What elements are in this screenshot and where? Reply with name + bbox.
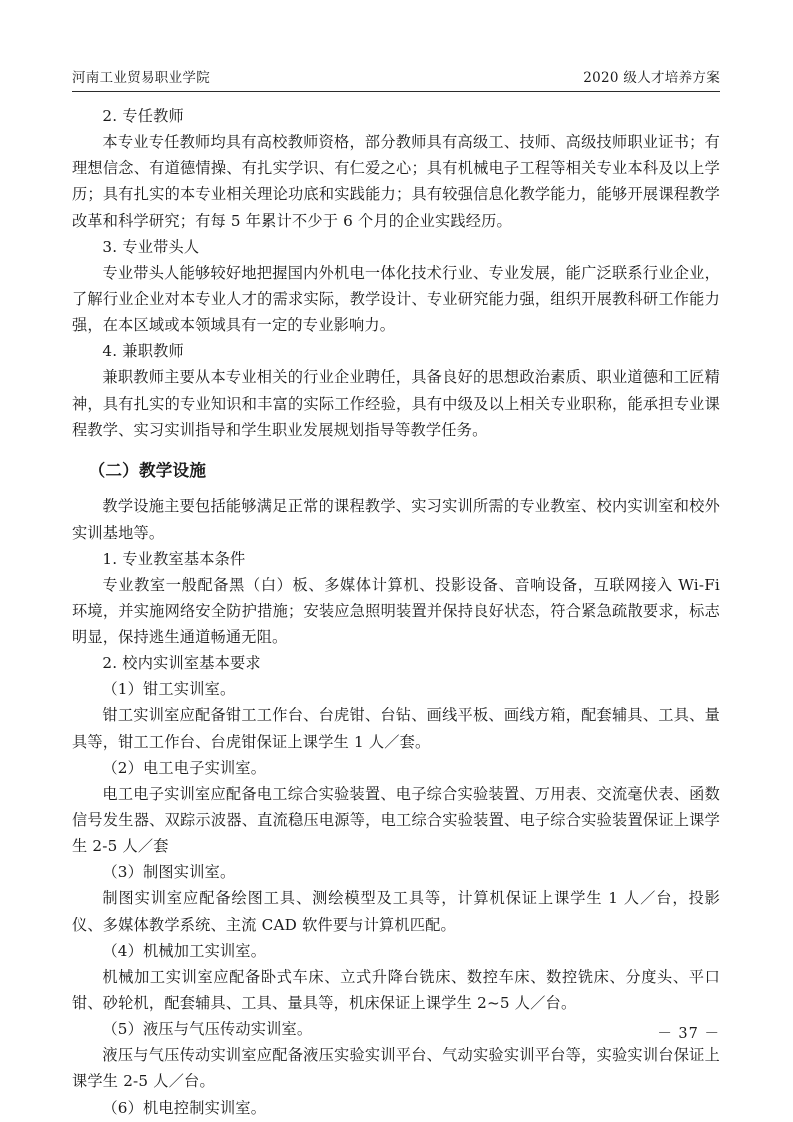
paragraph-full-time-teachers-heading: 2. 专任教师	[102, 107, 184, 125]
page-content	[72, 66, 720, 1121]
paragraph-fitter-room-heading: （1）钳工实训室。	[102, 680, 236, 699]
paragraph-part-time-teachers-body: 兼职教师主要从本专业相关的行业企业聘任，具备良好的思想政治素质、职业道德和工匠精神，具有扎实的专业知识和丰富的实际工作经验，具有中级及以上相关专业职称，能承担专业课程教学、实习实训指导和学生职业发展规划指导等教学任务。	[72, 368, 720, 439]
paragraph-part-time-teachers-heading: 4. 兼职教师	[102, 342, 184, 361]
section-heading-teaching-facilities: （二）教学设施	[88, 460, 207, 480]
paragraph-drafting-room-body: 制图实训室应配备绘图工具、测绘模型及工具等，计算机保证上课学生 1 人／台，投影仪、多媒体教学系统、主流 CAD 软件要与计算机匹配。	[72, 889, 720, 934]
page-footer	[72, 1022, 720, 1043]
paragraph-training-rooms-heading: 2. 校内实训室基本要求	[102, 654, 261, 673]
paragraph-program-leader-body: 专业带头人能够较好地把握国内外机电一体化技术行业、专业发展，能广泛联系行业企业，了解行业企业对本专业人才的需求实际，教学设计、专业研究能力强，组织开展教科研工作能力强，在本区域或本领域具有一定的专业影响力。	[72, 263, 720, 335]
paragraph-classroom-heading: 1. 专业教室基本条件	[102, 549, 246, 568]
paragraph-hydraulic-room-body: 液压与气压传动实训室应配备液压实验实训平台、气动实验实训平台等，实验实训台保证上课学生 2-5 人／台。	[72, 1046, 720, 1091]
page-number: － 37 －	[657, 1026, 720, 1042]
page-header	[72, 66, 720, 91]
paragraph-facilities-overview: 教学设施主要包括能够满足正常的课程教学、实习实训所需的专业教室、校内实训室和校外实训基地等。	[72, 497, 720, 542]
paragraph-fitter-room-body: 钳工实训室应配备钳工工作台、台虎钳、台钻、画线平板、画线方箱，配套辅具、工具、量具等，钳工工作台、台虎钳保证上课学生 1 人／套。	[72, 706, 720, 751]
paragraph-classroom-body: 专业教室一般配备黑（白）板、多媒体计算机、投影设备、音响设备，互联网接入 Wi-Fi 环境，并实施网络安全防护措施；安装应急照明装置并保持良好状态，符合紧急疏散要求，标志明显，保持逃生通道畅通无阻。	[72, 575, 720, 647]
paragraph-machining-room-heading: （4）机械加工实训室。	[102, 941, 267, 960]
paragraph-mechatronic-control-room-heading: （6）机电控制实训室。	[102, 1098, 267, 1117]
header-document-title: 2020 级人才培养方案	[583, 70, 720, 86]
paragraph-machining-room-body: 机械加工实训室应配备卧式车床、立式升降台铣床、数控车床、数控铣床、分度头、平口钳、砂轮机，配套辅具、工具、量具等，机床保证上课学生 2~5 人／台。	[72, 967, 720, 1013]
header-divider	[72, 91, 720, 92]
paragraph-electrical-room-body: 电工电子实训室应配备电工综合实验装置、电子综合实验装置、万用表、交流毫伏表、函数信号发生器、双踪示波器、直流稳压电源等，电工综合实验装置、电子综合实验装置保证上课学生 2-5 人／套	[72, 784, 720, 856]
paragraph-full-time-teachers-body: 本专业专任教师均具有高校教师资格，部分教师具有高级工、技师、高级技师职业证书；有理想信念、有道德情操、有扎实学识、有仁爱之心；具有机械电子工程等相关专业本科及以上学历；具有扎实的本专业相关理论功底和实践能力；具有较强信息化教学能力，能够开展课程教学改革和科学研究；有每 5 年累计不少于 6 个月的企业实践经历。	[72, 133, 720, 230]
paragraph-drafting-room-heading: （3）制图实训室。	[102, 863, 236, 882]
header-institution: 河南工业贸易职业学院	[72, 70, 210, 86]
paragraph-program-leader-heading: 3. 专业带头人	[102, 237, 200, 256]
paragraph-hydraulic-room-heading: （5）液压与气压传动实训室。	[102, 1020, 313, 1039]
paragraph-electrical-room-heading: （2）电工电子实训室。	[102, 758, 267, 777]
